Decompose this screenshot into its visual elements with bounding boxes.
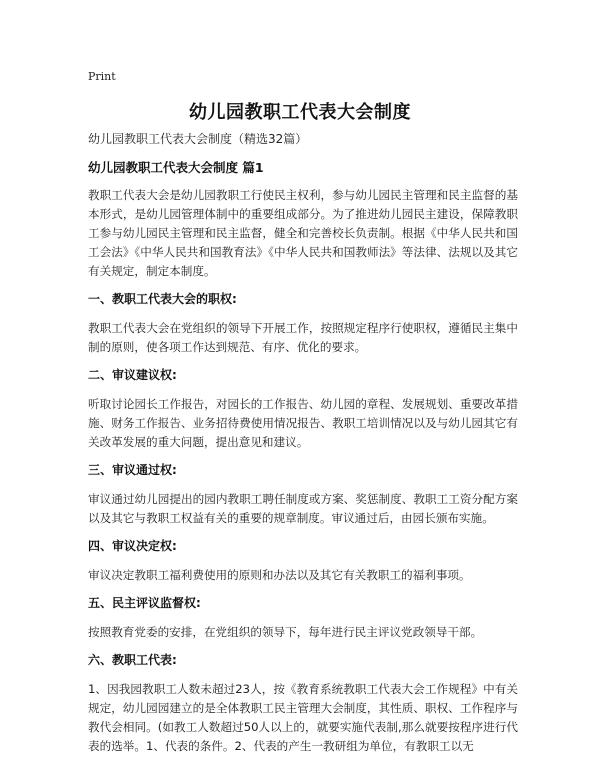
section-body-6: 1、因我园教职工人数未超过23人，按《教育系统教职工代表大会工作规程》中有关规定，幼儿园园建立的是全体教职工民主管理大会制度，其性质、职权、工作程序与教代会相同。(如教工人数超过50人以上的，就要实施代表制,那么就要按程序进行代表的选举。1、代表的条件。2、代表的产生一教研组为单位，有教职工以无 xyxy=(88,682,518,753)
document-subtitle: 幼儿园教职工代表大会制度（精选32篇） xyxy=(88,132,308,146)
document-title: 幼儿园教职工代表大会制度 xyxy=(189,102,411,123)
section-heading-1: 一、教职工代表大会的职权: xyxy=(88,292,237,306)
section-body-5: 按照教育党委的安排，在党组织的领导下，每年进行民主评议党政领导干部。 xyxy=(88,625,483,639)
section-body-1: 教职工代表大会在党组织的领导下开展工作，按照规定程序行使职权，遵循民主集中制的原则，使各项工作达到规范、有序、优化的要求。 xyxy=(88,321,518,354)
section-heading-2: 二、审议建议权: xyxy=(88,368,177,382)
section-heading-6: 六、教职工代表: xyxy=(88,653,177,667)
document-body xyxy=(88,131,518,766)
section-heading-5: 五、民主评议监督权: xyxy=(88,596,201,610)
section-body-2: 听取讨论园长工作报告，对园长的工作报告、幼儿园的章程、发展规划、重要改革措施、财务工作报告、业务招待费使用情况报告、教职工培训情况以及与幼儿园其它有关改革发展的重大问题，提出意见和建议。 xyxy=(88,397,518,449)
print-label[interactable]: Print xyxy=(88,70,116,83)
intro-paragraph: 教职工代表大会是幼儿园教职工行使民主权利，参与幼儿园民主管理和民主监督的基本形式，是幼儿园管理体制中的重要组成部分。为了推进幼儿园民主建设，保障教职工参与幼儿园民主管理和民主监督，健全和完善校长负责制。根据《中华人民共和国工会法》《中华人民共和国教育法》《中华人民共和国教师法》等法律、法规以及其它有关规定，制定本制度。 xyxy=(88,188,518,278)
section-heading-3: 三、审议通过权: xyxy=(88,463,177,477)
section-body-3: 审议通过幼儿园提出的园内教职工聘任制度或方案、奖惩制度、教职工工资分配方案以及其它与教职工权益有关的重要的规章制度。审议通过后，由园长颁布实施。 xyxy=(88,492,518,525)
section-body-4: 审议决定教职工福利费使用的原则和办法以及其它有关教职工的福利事项。 xyxy=(88,568,471,582)
section-heading-4: 四、审议决定权: xyxy=(88,539,177,553)
chapter-title: 幼儿园教职工代表大会制度 篇1 xyxy=(88,160,264,175)
